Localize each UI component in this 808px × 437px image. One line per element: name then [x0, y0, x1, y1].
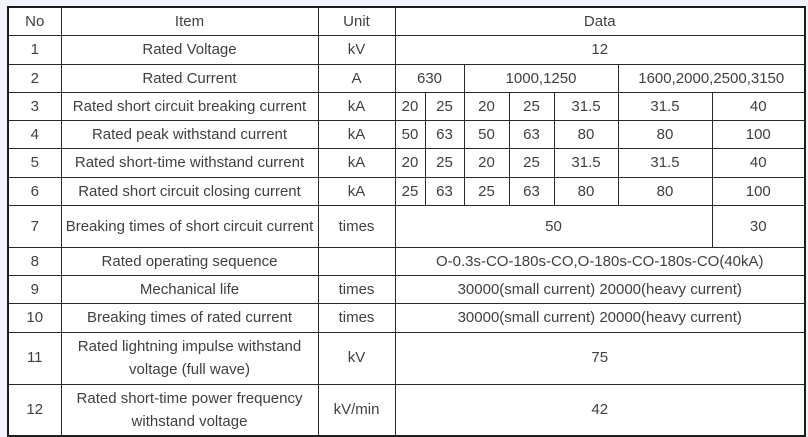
cell-data: 31.5: [554, 92, 618, 120]
cell-data: 1600,2000,2500,3150: [618, 64, 805, 92]
cell-item: Rated short circuit closing current: [61, 177, 318, 205]
cell-data: 80: [618, 121, 712, 149]
cell-unit: times: [318, 304, 395, 332]
cell-no: 9: [8, 276, 61, 304]
cell-data: 80: [554, 177, 618, 205]
cell-data: 80: [618, 177, 712, 205]
cell-data: 100: [712, 121, 805, 149]
table-row: [8, 64, 805, 92]
cell-unit: kA: [318, 92, 395, 120]
cell-item: Breaking times of rated current: [61, 304, 318, 332]
cell-data: 40: [712, 92, 805, 120]
cell-data: 25: [425, 92, 464, 120]
cell-item: Rated peak withstand current: [61, 121, 318, 149]
cell-data: 20: [464, 92, 509, 120]
table-row: [8, 304, 805, 332]
cell-no: 1: [8, 36, 61, 64]
cell-unit: kV: [318, 332, 395, 384]
cell-item: Rated Current: [61, 64, 318, 92]
table-row: [8, 92, 805, 120]
cell-item: Breaking times of short circuit current: [61, 205, 318, 247]
cell-item: Rated lightning impulse withstand voltage (full wave): [61, 332, 318, 384]
header-unit: Unit: [318, 7, 395, 36]
header-data: Data: [395, 7, 805, 36]
cell-unit: kV/min: [318, 384, 395, 436]
cell-data: 25: [509, 92, 554, 120]
cell-data: 12: [395, 36, 805, 64]
cell-unit: [318, 247, 395, 275]
cell-data: 100: [712, 177, 805, 205]
cell-item: Mechanical life: [61, 276, 318, 304]
cell-item: Rated operating sequence: [61, 247, 318, 275]
cell-data: 31.5: [618, 149, 712, 177]
cell-unit: kA: [318, 149, 395, 177]
cell-data: 20: [395, 149, 425, 177]
table-row: [8, 205, 805, 247]
cell-item: Rated Voltage: [61, 36, 318, 64]
cell-data: 63: [425, 177, 464, 205]
cell-unit: times: [318, 205, 395, 247]
cell-no: 12: [8, 384, 61, 436]
cell-item: Rated short circuit breaking current: [61, 92, 318, 120]
table-row: [8, 149, 805, 177]
cell-item: Rated short-time power frequency withstand voltage: [61, 384, 318, 436]
cell-unit: times: [318, 276, 395, 304]
cell-data: 31.5: [554, 149, 618, 177]
cell-no: 8: [8, 247, 61, 275]
cell-data: 50: [395, 121, 425, 149]
cell-data: 20: [464, 149, 509, 177]
cell-data: 25: [464, 177, 509, 205]
cell-data: 30000(small current) 20000(heavy current): [395, 304, 805, 332]
table-row: [8, 36, 805, 64]
cell-data: 20: [395, 92, 425, 120]
cell-data: 30000(small current) 20000(heavy current): [395, 276, 805, 304]
cell-no: 6: [8, 177, 61, 205]
cell-data: 63: [509, 177, 554, 205]
table-header-row: [8, 7, 805, 36]
cell-data: 63: [509, 121, 554, 149]
cell-data: 42: [395, 384, 805, 436]
cell-no: 5: [8, 149, 61, 177]
cell-data: O-0.3s-CO-180s-CO,O-180s-CO-180s-CO(40kA): [395, 247, 805, 275]
cell-unit: kV: [318, 36, 395, 64]
cell-unit: kA: [318, 121, 395, 149]
cell-data: 25: [395, 177, 425, 205]
cell-data: 25: [425, 149, 464, 177]
table-row: [8, 121, 805, 149]
cell-unit: A: [318, 64, 395, 92]
specification-table: [7, 6, 806, 437]
cell-data: 31.5: [618, 92, 712, 120]
header-item: Item: [61, 7, 318, 36]
table-row: [8, 384, 805, 436]
cell-no: 4: [8, 121, 61, 149]
cell-data: 630: [395, 64, 464, 92]
cell-item: Rated short-time withstand current: [61, 149, 318, 177]
cell-no: 3: [8, 92, 61, 120]
table-row: [8, 276, 805, 304]
cell-data: 50: [464, 121, 509, 149]
cell-data: 75: [395, 332, 805, 384]
table-row: [8, 332, 805, 384]
cell-no: 2: [8, 64, 61, 92]
cell-data: 80: [554, 121, 618, 149]
cell-data: 50: [395, 205, 712, 247]
cell-data: 25: [509, 149, 554, 177]
table-row: [8, 177, 805, 205]
cell-no: 11: [8, 332, 61, 384]
cell-data: 30: [712, 205, 805, 247]
cell-no: 10: [8, 304, 61, 332]
header-no: No: [8, 7, 61, 36]
cell-unit: kA: [318, 177, 395, 205]
cell-data: 1000,1250: [464, 64, 618, 92]
cell-data: 63: [425, 121, 464, 149]
table-row: [8, 247, 805, 275]
cell-no: 7: [8, 205, 61, 247]
cell-data: 40: [712, 149, 805, 177]
